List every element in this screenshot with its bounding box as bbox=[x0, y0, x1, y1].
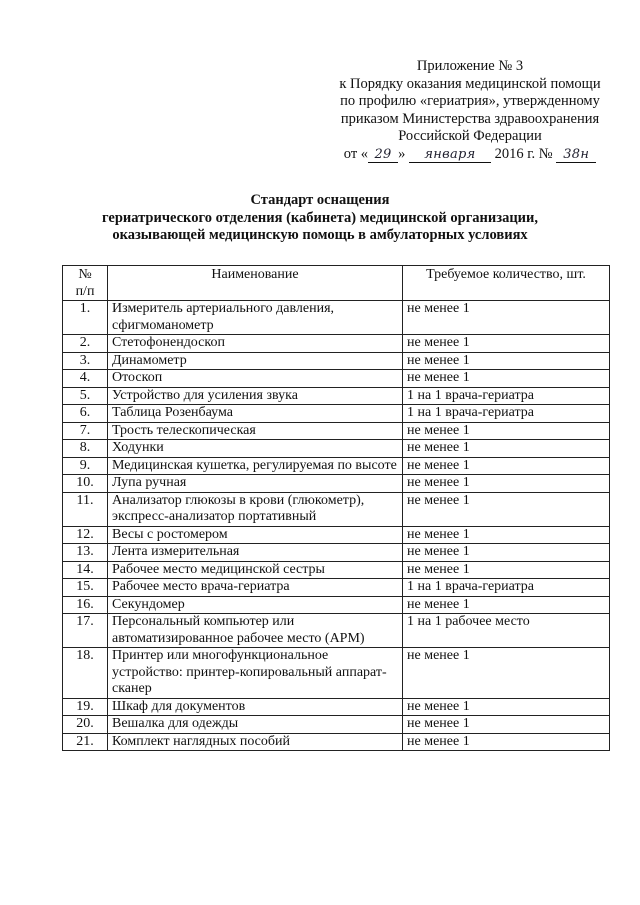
row-quantity: не менее 1 bbox=[403, 544, 610, 562]
row-quantity: не менее 1 bbox=[403, 526, 610, 544]
row-number: 13. bbox=[63, 544, 108, 562]
table-row bbox=[63, 301, 610, 335]
table-row bbox=[63, 561, 610, 579]
row-name: Шкаф для документов bbox=[108, 698, 403, 716]
table-row bbox=[63, 352, 610, 370]
row-name: Вешалка для одежды bbox=[108, 716, 403, 734]
table-row bbox=[63, 475, 610, 493]
row-number: 12. bbox=[63, 526, 108, 544]
row-number: 11. bbox=[63, 492, 108, 526]
row-name: Принтер или многофункциональное устройство: принтер-копировальный аппарат-сканер bbox=[108, 648, 403, 699]
header-name: Наименование bbox=[108, 266, 403, 301]
row-quantity: не менее 1 bbox=[403, 335, 610, 353]
row-quantity: не менее 1 bbox=[403, 698, 610, 716]
row-number: 16. bbox=[63, 596, 108, 614]
table-row bbox=[63, 335, 610, 353]
row-number: 7. bbox=[63, 422, 108, 440]
header-number-line2: п/п bbox=[75, 283, 95, 299]
row-name: Лупа ручная bbox=[108, 475, 403, 493]
row-name: Весы с ростомером bbox=[108, 526, 403, 544]
row-quantity: не менее 1 bbox=[403, 492, 610, 526]
row-name: Рабочее место медицинской сестры bbox=[108, 561, 403, 579]
row-quantity: не менее 1 bbox=[403, 352, 610, 370]
row-name: Рабочее место врача-гериатра bbox=[108, 579, 403, 597]
title-line-3: оказывающей медицинскую помощь в амбулаторных условиях bbox=[112, 227, 528, 244]
row-number: 18. bbox=[63, 648, 108, 699]
row-quantity: не менее 1 bbox=[403, 301, 610, 335]
row-number: 6. bbox=[63, 405, 108, 423]
table-row bbox=[63, 370, 610, 388]
row-number: 14. bbox=[63, 561, 108, 579]
row-number: 3. bbox=[63, 352, 108, 370]
row-name: Трость телескопическая bbox=[108, 422, 403, 440]
row-number: 2. bbox=[63, 335, 108, 353]
table-row bbox=[63, 716, 610, 734]
table-row bbox=[63, 579, 610, 597]
order-date-line bbox=[320, 146, 620, 164]
appendix-line: Российской Федерации bbox=[398, 128, 542, 145]
row-quantity: 1 на 1 врача-гериатра bbox=[403, 405, 610, 423]
document-title bbox=[40, 192, 600, 245]
header-quantity: Требуемое количество, шт. bbox=[403, 266, 610, 301]
handwritten-month: января bbox=[409, 148, 491, 163]
row-name: Динамометр bbox=[108, 352, 403, 370]
row-number: 9. bbox=[63, 457, 108, 475]
row-number: 5. bbox=[63, 387, 108, 405]
row-name: Ходунки bbox=[108, 440, 403, 458]
row-number: 17. bbox=[63, 614, 108, 648]
row-quantity: не менее 1 bbox=[403, 475, 610, 493]
row-name: Медицинская кушетка, регулируемая по высоте bbox=[108, 457, 403, 475]
table-row bbox=[63, 492, 610, 526]
row-number: 4. bbox=[63, 370, 108, 388]
row-quantity: 1 на 1 рабочее место bbox=[403, 614, 610, 648]
row-quantity: 1 на 1 врача-гериатра bbox=[403, 387, 610, 405]
row-name: Комплект наглядных пособий bbox=[108, 733, 403, 751]
appendix-header bbox=[320, 58, 620, 164]
row-number: 1. bbox=[63, 301, 108, 335]
row-quantity: не менее 1 bbox=[403, 440, 610, 458]
row-number: 8. bbox=[63, 440, 108, 458]
handwritten-day: 29 bbox=[368, 148, 398, 163]
appendix-line: по профилю «гериатрия», утвержденному bbox=[340, 93, 600, 110]
handwritten-order-number: 38н bbox=[556, 148, 596, 163]
table-row bbox=[63, 405, 610, 423]
row-quantity: не менее 1 bbox=[403, 422, 610, 440]
row-number: 20. bbox=[63, 716, 108, 734]
table-row bbox=[63, 422, 610, 440]
table-header-row bbox=[63, 266, 610, 301]
row-quantity: не менее 1 bbox=[403, 370, 610, 388]
row-name: Измеритель артериального давления, сфигмоманометр bbox=[108, 301, 403, 335]
row-name: Отоскоп bbox=[108, 370, 403, 388]
date-mid: » bbox=[398, 145, 406, 162]
row-name: Лента измерительная bbox=[108, 544, 403, 562]
row-quantity: не менее 1 bbox=[403, 457, 610, 475]
row-quantity: не менее 1 bbox=[403, 596, 610, 614]
equipment-table bbox=[62, 265, 610, 751]
table-row bbox=[63, 457, 610, 475]
title-line-1: Стандарт оснащения bbox=[250, 192, 390, 208]
row-name: Персональный компьютер или автоматизированное рабочее место (АРМ) bbox=[108, 614, 403, 648]
row-quantity: не менее 1 bbox=[403, 733, 610, 751]
row-number: 19. bbox=[63, 698, 108, 716]
header-number-line1: № bbox=[78, 267, 92, 282]
date-year: 2016 г. № bbox=[494, 145, 553, 162]
table-row bbox=[63, 544, 610, 562]
table-row bbox=[63, 440, 610, 458]
row-quantity: 1 на 1 врача-гериатра bbox=[403, 579, 610, 597]
row-name: Устройство для усиления звука bbox=[108, 387, 403, 405]
table-row bbox=[63, 648, 610, 699]
row-number: 21. bbox=[63, 733, 108, 751]
row-number: 10. bbox=[63, 475, 108, 493]
header-number bbox=[63, 266, 108, 301]
table-row bbox=[63, 596, 610, 614]
table-row bbox=[63, 733, 610, 751]
row-name: Таблица Розенбаума bbox=[108, 405, 403, 423]
row-quantity: не менее 1 bbox=[403, 716, 610, 734]
appendix-line: Приложение № 3 bbox=[416, 58, 524, 74]
row-name: Секундомер bbox=[108, 596, 403, 614]
table-row bbox=[63, 698, 610, 716]
row-name: Стетофонендоскоп bbox=[108, 335, 403, 353]
title-line-2: гериатрического отделения (кабинета) медицинской организации, bbox=[101, 209, 539, 226]
row-quantity: не менее 1 bbox=[403, 561, 610, 579]
row-name: Анализатор глюкозы в крови (глюкометр), экспресс-анализатор портативный bbox=[108, 492, 403, 526]
date-prefix: от « bbox=[343, 145, 369, 162]
table-row bbox=[63, 526, 610, 544]
appendix-line: к Порядку оказания медицинской помощи bbox=[339, 75, 601, 92]
row-number: 15. bbox=[63, 579, 108, 597]
appendix-line: приказом Министерства здравоохранения bbox=[340, 110, 600, 127]
table-row bbox=[63, 614, 610, 648]
table-row bbox=[63, 387, 610, 405]
row-quantity: не менее 1 bbox=[403, 648, 610, 699]
